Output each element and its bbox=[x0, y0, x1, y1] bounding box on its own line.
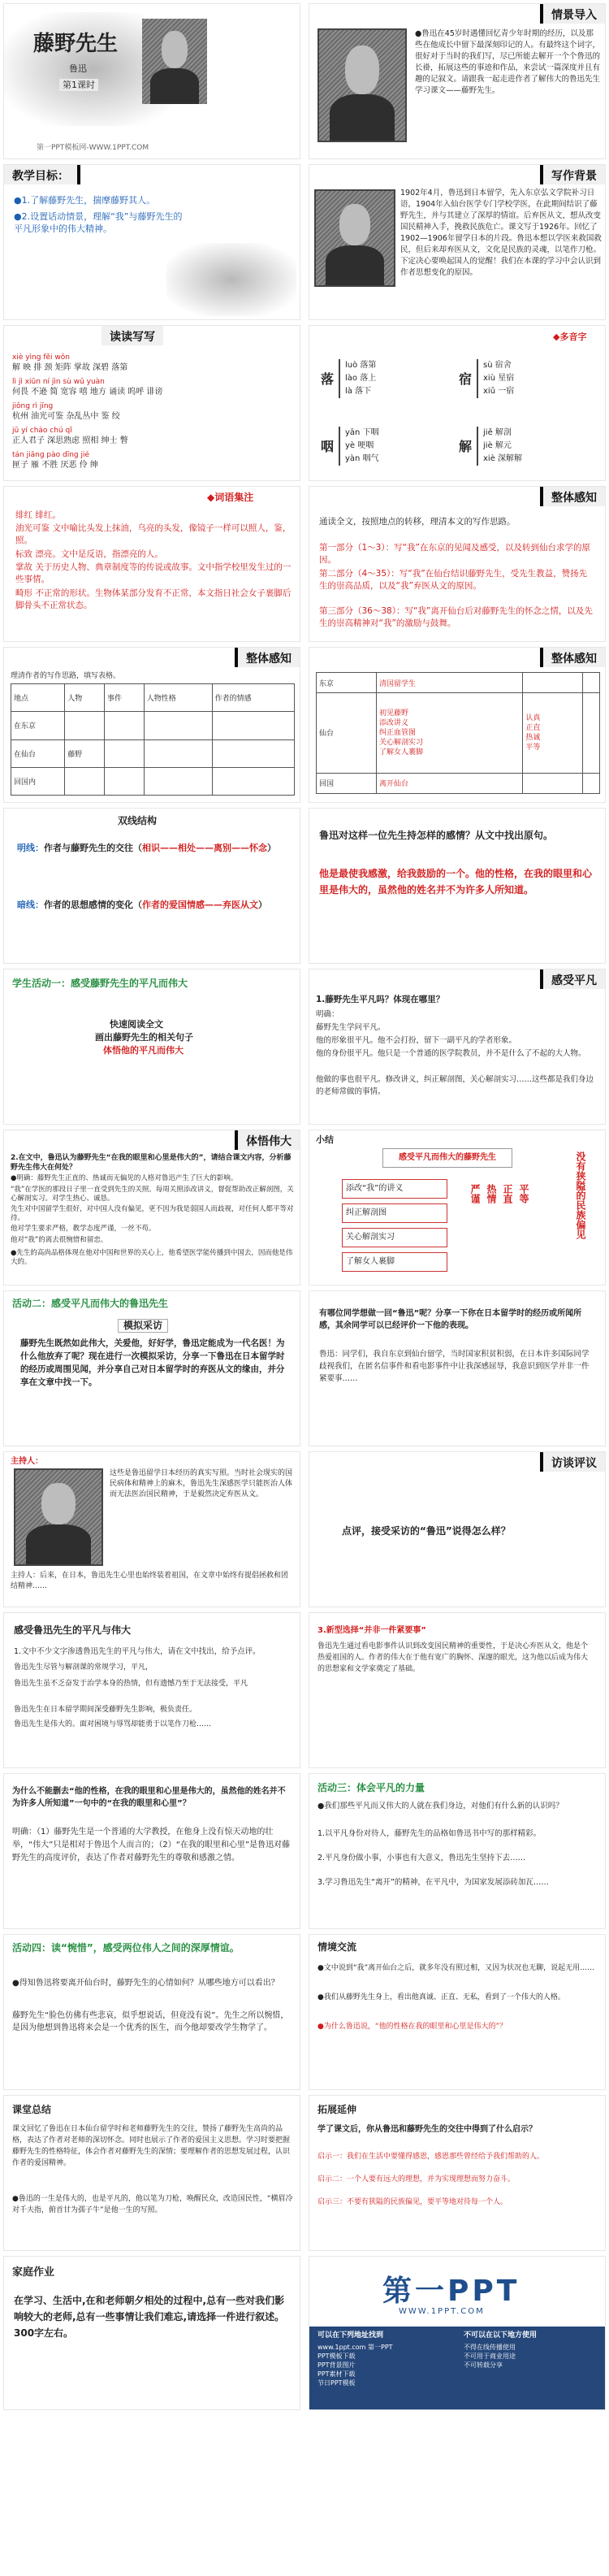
slide-heading: 教学目标： bbox=[4, 165, 80, 184]
slide-double-line bbox=[3, 808, 300, 964]
poly-char: 解 bbox=[459, 439, 473, 454]
restriction: 不可用于商业用途 bbox=[464, 2353, 516, 2360]
overview-part-3: 第三部分（36～38）：写“我”离开仙台后对藤野先生的怀念之情，以及先生的崇高精神对“我”的激励与鼓舞。 bbox=[319, 606, 593, 628]
poly-reading: xiǔ 一宿 bbox=[483, 386, 515, 396]
summary-action: 关心解剖实习 bbox=[342, 1228, 447, 1247]
slide-heading: 整体感知 bbox=[540, 648, 605, 667]
table-cell: 回国内 bbox=[11, 767, 65, 795]
extension-answer: 启示二：一个人要有远大的理想，并为实现理想而努力奋斗。 bbox=[317, 2175, 516, 2184]
author-portrait bbox=[14, 1468, 103, 1566]
footer-link[interactable]: PPT素材下载 bbox=[317, 2370, 356, 2378]
author-text: 鲁迅 bbox=[69, 63, 87, 74]
footer-link[interactable]: 节日PPT模板 bbox=[317, 2379, 356, 2387]
slide-heading: 情景导入 bbox=[540, 4, 605, 24]
words-row-3: 杭州 油光可鉴 杂乱丛中 鉴 绞 bbox=[12, 412, 120, 421]
slide-glossary bbox=[3, 486, 300, 642]
poly-reading: yàn 咽气 bbox=[345, 453, 379, 463]
table-note: 理清作者的写作思路，填写表格。 bbox=[11, 672, 121, 680]
slide-heading: 整体感知 bbox=[540, 487, 605, 506]
greatness-body: 他对“我”的离去很惋惜和留恋。 bbox=[11, 1236, 108, 1244]
exchange-line: ●文中说到“我”离开仙台之后，就多年没有照过相，又因为状况也无聊，说起无用…… bbox=[317, 1964, 595, 1972]
slide-heading: 小结 bbox=[316, 1134, 334, 1145]
slide-heading: ◆词语集注 bbox=[207, 492, 254, 503]
summary-actions bbox=[342, 1179, 447, 1272]
slide-greatness bbox=[3, 1130, 300, 1286]
slide-heading: 课堂总结 bbox=[12, 2104, 52, 2115]
poly-reading: xiè 深解解 bbox=[483, 453, 523, 463]
act4-text: 藤野先生“脸色仿佛有些悲哀，似乎想说话，但竟没有说”。先生之所以惋惜，是因为他想到鲁迅将来会是一个优秀的医生，而今他却要改学生物学了。 bbox=[12, 2011, 289, 2032]
slide-vocab bbox=[3, 325, 300, 481]
ordinary-answer: 明确： bbox=[316, 1010, 339, 1019]
slide-heading: 双线结构 bbox=[118, 815, 158, 826]
act3-answer: 3.学习鲁迅先生“离开”的精神，在平凡中，为国家发展添砖加瓦…… bbox=[317, 1878, 549, 1887]
choice-body: 鲁迅先生通过看电影事件认识到改变国民精神的重要性，于是决心弃医从文，他是个热爱祖国的人。作者的伟大在于他有宽广的胸怀、深邃的眼光，这为他以后成为伟大的思想家和文学家奠定了基础。 bbox=[317, 1642, 589, 1673]
table-cell: 清国留学生 bbox=[376, 673, 522, 693]
summary-action: 了解女人裹脚 bbox=[342, 1252, 447, 1272]
poly-reading: là 落下 bbox=[345, 386, 372, 396]
slide-feel-luxun bbox=[3, 1612, 300, 1768]
clue-label: 暗线： bbox=[17, 900, 44, 910]
clue-desc: 作者的思想感情的变化（ bbox=[44, 900, 142, 910]
host-text: 主持人：后来，在日本，鲁迅先生心里也始终装着祖国，在文章中始终有提倡拯救和团结精神…… bbox=[11, 1572, 289, 1590]
glossary-line: 油光可鉴 文中喻比头发上抹油，乌亮的头发，像镜子一样可以照人，鉴，照。 bbox=[15, 523, 292, 545]
poly-reading: yè 哽咽 bbox=[345, 440, 374, 450]
poly-group bbox=[459, 414, 597, 477]
goal-1: ●1.了解藤野先生，揣摩藤野其人。 bbox=[14, 195, 156, 206]
slide-heading: 活动二：感受平凡而伟大的鲁迅先生 bbox=[12, 1298, 169, 1309]
slide-activity-two bbox=[3, 1290, 300, 1446]
ordinary-question: 1.藤野先生平凡吗？体现在哪里？ bbox=[316, 995, 445, 1004]
interview-question: 有哪位同学想做一回“鲁迅”呢？分享一下你在日本留学时的经历或所闻所感，其余同学可以已经评价一下他的表现。 bbox=[319, 1309, 582, 1330]
activity-sub: 模拟采访 bbox=[118, 1319, 168, 1333]
slide-activity-three bbox=[309, 1773, 606, 1929]
table-cell: 仙台 bbox=[317, 693, 377, 774]
clue-line-2: 暗线：作者的思想感情的变化（作者的爱国情感——弃医从文） bbox=[17, 900, 267, 910]
slide-new-choice bbox=[309, 1612, 606, 1768]
slide-activity-four bbox=[3, 1934, 300, 2090]
footer-link[interactable]: www.1ppt.com 第一PPT bbox=[317, 2344, 393, 2351]
poly-grid bbox=[321, 347, 597, 477]
evaluate-question: 点评，接受采访的“鲁迅”说得怎么样？ bbox=[342, 1525, 511, 1537]
table-header: 人物性格 bbox=[144, 684, 212, 712]
activity-text: 藤野先生既然如此伟大，关爱他，好好学，鲁迅定能成为一代名医！为什么他放弃了呢？现在进行一次模拟采访，分享一下鲁迅在日本留学时的经历或周围见闻，并分享自己对日本留学时的弃医从文的缘由，并分享在文章中找一下。 bbox=[20, 1338, 285, 1387]
summary-trait: 正直 bbox=[502, 1184, 513, 1203]
trait: 平等 bbox=[525, 743, 541, 752]
poly-reading: sù 宿舍 bbox=[483, 360, 512, 370]
poly-group bbox=[321, 414, 459, 477]
clue-label: 明线： bbox=[17, 843, 44, 853]
greatness-question: 2.在文中，鲁迅认为藤野先生“在我的眼里和心里是伟大的”，请结合课文内容，分析藤野先生伟大在何处？ bbox=[11, 1154, 292, 1172]
ordinary-answer: 藤野先生学问平凡。 bbox=[316, 1023, 386, 1032]
slide-emotion bbox=[309, 808, 606, 964]
slide-activity-one bbox=[3, 969, 300, 1125]
table-cell: 东京 bbox=[317, 673, 377, 693]
greatness-answer: ●明确：藤野先生正直的、热诚而无偏见的人格对鲁迅产生了巨大的影响。 bbox=[11, 1174, 238, 1182]
feel-item: 鲁迅先生虽不乏奋发于治学本身的热情，但有遗憾乃至于无法接受，平凡 bbox=[14, 1680, 248, 1688]
slide-ad bbox=[309, 2256, 606, 2410]
ordinary-answer: 他做的事也很平凡。修改讲义，纠正解剖图，关心解剖实习……这些都是我们身边的老师常做的事情。 bbox=[316, 1075, 594, 1096]
clue-desc: 作者与藤野先生的交往（ bbox=[44, 843, 142, 853]
clue-detail: 相识——相处——离别——怀念 bbox=[142, 843, 267, 853]
author-portrait bbox=[142, 19, 207, 104]
slide-goals bbox=[3, 164, 300, 320]
act4-text: ●得知鲁迅将要离开仙台时，藤野先生的心情如何？从哪些地方可以看出？ bbox=[12, 1979, 279, 1988]
poly-char: 咽 bbox=[321, 439, 335, 454]
host-label: 主持人： bbox=[11, 1457, 43, 1466]
ordinary-answer: 他的形象很平凡。他不会打扮，留下一副平凡的学者形象。 bbox=[316, 1036, 517, 1045]
table-cell: 回国 bbox=[317, 773, 377, 793]
summary-action: 添改“我”的讲义 bbox=[342, 1179, 447, 1199]
class-summary-text: ●鲁迅的一生是伟大的，也是平凡的，他以笔为刀枪，唤醒民众，改造国民性，“横眉冷对千夫指，俯首甘为孺子牛”是他一生的写照。 bbox=[12, 2195, 293, 2214]
slide-homework bbox=[3, 2256, 300, 2410]
slide-summary bbox=[309, 1130, 606, 1286]
poly-char: 宿 bbox=[459, 371, 473, 387]
slide-heading: 整体感知 bbox=[235, 648, 300, 667]
poly-char: 落 bbox=[321, 371, 335, 387]
slide-table-blank bbox=[3, 647, 300, 803]
links-heading: 可以在下列地址找到 bbox=[317, 2331, 384, 2340]
extension-answer: 启示三：不要有狭隘的民族偏见，要平等地对待每一个人。 bbox=[317, 2198, 508, 2206]
ink-decoration bbox=[166, 243, 296, 316]
pinyin-row-1: xiè yìng fěi wǒn bbox=[12, 353, 70, 362]
slide-table-filled bbox=[309, 647, 606, 803]
slide-heading: 感受鲁迅先生的平凡与伟大 bbox=[14, 1624, 132, 1636]
brand-url: WWW.1PPT.COM bbox=[399, 2307, 485, 2316]
event: 了解女人裹脚 bbox=[378, 748, 423, 757]
footer-links bbox=[309, 2327, 605, 2410]
structure-table bbox=[11, 683, 295, 796]
glossary-line: 畸形 不正常的形状。生物体某部分发育不正常，本文指日社会女子裹脚后脚骨头不正常状态。 bbox=[15, 588, 292, 610]
slide-heading: 感受平凡 bbox=[540, 969, 605, 989]
class-summary-text: 课文回忆了鲁迅在日本仙台留学时和老师藤野先生的交往，赞扬了藤野先生高尚的品格，表达了作者对老师的深切怀念。同时也展示了作者的爱国主义思想。学习时要把握藤野先生的性格特征，体会作者对藤野先生的深情；要理解作者的思想发展过程，认识作者的爱国精神。 bbox=[12, 2125, 291, 2167]
slide-heading: 读读写写 bbox=[102, 326, 163, 345]
slide-ordinary bbox=[309, 969, 606, 1125]
emotion-question: 鲁迅对这样一位先生持怎样的感情？从文中找出原句。 bbox=[319, 830, 554, 841]
interview-answer: 鲁迅：同学们，我自东京到仙台留学，当时国家积贫积弱，在日本许多国际同学歧视我们，在匿名信事件和看电影事件中让我深感屈辱，我意识到医学并非一件紧要事…… bbox=[319, 1350, 590, 1383]
table-cell: 在仙台 bbox=[11, 739, 65, 767]
greatness-body: ●先生的高尚品格体现在他对中国和世界的关心上，他希望医学能传播到中国去，因而他是伟大的。 bbox=[11, 1249, 293, 1266]
poly-group bbox=[459, 347, 597, 410]
links-heading: 不可以在以下地方使用 bbox=[464, 2331, 538, 2340]
ordinary-answer: 他的身份很平凡。他只是一个普通的医学院教员，并不是什么了不起的大人物。 bbox=[316, 1049, 586, 1058]
slide-title bbox=[3, 3, 300, 159]
slide-evaluate bbox=[309, 1451, 606, 1607]
overview-part-1: 第一部分（1～3）：写“我”在东京的见闻及感受，以及转到仙台求学的原因。 bbox=[319, 543, 590, 565]
slide-heading: 家庭作业 bbox=[12, 2266, 55, 2279]
extension-answer: 启示一：我们在生活中要懂得感恩，感恩那些曾经给予我们帮助的人。 bbox=[317, 2153, 545, 2161]
slide-heading: 情境交流 bbox=[317, 1941, 357, 1953]
activity-step: 画出藤野先生的相关句子 bbox=[95, 1032, 193, 1043]
slide-background bbox=[309, 164, 606, 320]
host-text: 这些是鲁迅留学日本经历的真实写照。当时社会现实的国民病体和精神上的麻木，鲁迅先生深感医学只能医治人体而无法医治国民精神，于是毅然决定弃医从文。 bbox=[110, 1469, 293, 1498]
slide-heading: 体悟伟大 bbox=[235, 1130, 300, 1150]
event: 关心解剖实习 bbox=[378, 738, 423, 747]
glossary-line: 标致 漂亮。文中是反语，指漂亮的人。 bbox=[15, 549, 163, 559]
poly-reading: jiě 解剖 bbox=[483, 427, 512, 437]
words-row-5: 匣子 雁 不胜 厌恶 伶 绅 bbox=[12, 461, 98, 470]
poly-reading: xiù 星宿 bbox=[483, 373, 515, 383]
trait: 正直 bbox=[525, 723, 541, 732]
background-text: 1902年4月，鲁迅到日本留学，先入东京弘文学院补习日语，1904年入仙台医学专门学校学医，在此期间结识了藤野先生，并与其建立了深厚的情谊。后弃医从文，想从改变国民精神入手，挽救民族危亡。课文写于1926年。回忆了1902—1906年留学日本的片段。鲁迅本想以学医来救国救民，但后来却弃医从文，文化是民族的灵魂，以笔作刀枪。下定决心要唤起国人的觉醒！我们在本课的学习中会认识到作者思想变化的原因。 bbox=[400, 189, 602, 277]
overview-part-2: 第二部分（4～35）：写“我”在仙台结识藤野先生，受先生教益，赞扬先生的崇高品质，以及“我”弃医从文的原因。 bbox=[319, 569, 588, 591]
summary-trait: 热情 bbox=[486, 1184, 497, 1203]
glossary-line: 绯红 绯红。 bbox=[15, 510, 61, 520]
table-header: 作者的情感 bbox=[212, 684, 294, 712]
restriction: 不可转载分享 bbox=[464, 2361, 503, 2369]
act3-answer: 2.平凡身份做小事，小事也有大意义，鲁迅先生坚持下去…… bbox=[317, 1854, 526, 1863]
feel-item: 鲁迅先生是伟大的。面对困境与辱骂却能勇于以笔作刀枪…… bbox=[14, 1720, 212, 1728]
greatness-body: 他对学生要求严格，教学态度严谨，一丝不苟。 bbox=[11, 1225, 156, 1233]
greatness-body: 先生对中国留学生很好，对中国人没有偏见，更不因为我是弱国人而歧视，对任何人都平等对待。 bbox=[11, 1205, 294, 1222]
slide-heading: 访谈评议 bbox=[540, 1452, 605, 1472]
overview-intro: 通读全文，按照地点的转移，理清本文的写作思路。 bbox=[319, 517, 516, 527]
table-cell: 离开仙台 bbox=[376, 773, 522, 793]
intro-text: ●鲁迅在45岁时遇懂回忆青少年时期的经历，以及那些在他成长中留下最深刻印记的人。有最终这个词字，很好对于当时的我们写，尽已所能去解开一个个鲁迅的长褂，拓展这些的事迹和作品，来尝试一篇深度并且有趣的记叙文。请跟我一起走进作者了解伟大的鲁迅先生学习课文——藤野先生。 bbox=[415, 29, 601, 95]
photo-thumbnail bbox=[314, 189, 395, 287]
glossary-line: 掌故 关于历史人物、典章制度等的传说或故事。文中指学校里发生过的一些事情。 bbox=[15, 562, 292, 584]
summary-action: 纠正解剖图 bbox=[342, 1203, 447, 1223]
table-cell: 藤野 bbox=[65, 739, 105, 767]
poly-reading: jiè 解元 bbox=[483, 440, 512, 450]
poly-reading: lào 落上 bbox=[345, 373, 377, 383]
table-cell: 在东京 bbox=[11, 712, 65, 739]
footer-link[interactable]: PPT背景图片 bbox=[317, 2361, 356, 2369]
poly-group bbox=[321, 347, 459, 410]
exchange-line: ●为什么鲁迅说，“他的性格在我的眼里和心里是伟大的”？ bbox=[317, 2023, 508, 2031]
pinyin-row-4: jū yí cháo chú qǐ bbox=[12, 427, 72, 435]
clue-line-1: 明线：作者与藤野先生的交往（相识——相处——离别——怀念） bbox=[17, 843, 276, 853]
slide-title-text: 藤野先生 bbox=[33, 32, 119, 56]
act3-answer: 1.以平凡身份对待人，藤野先生的品格如鲁迅书中写的那样精彩。 bbox=[317, 1829, 542, 1838]
event: 添改讲义 bbox=[378, 718, 408, 727]
slide-heading: 写作背景 bbox=[540, 165, 605, 184]
clue-detail: 作者的爱国情感——弃医从文 bbox=[142, 900, 258, 910]
activity-step: 体悟他的平凡而伟大 bbox=[103, 1045, 184, 1056]
slide-interview bbox=[309, 1290, 606, 1446]
table-header: 事件 bbox=[105, 684, 145, 712]
event: 纠正血管图 bbox=[378, 728, 416, 737]
words-row-1: 解 映 排 颈 矩阵 掌故 深碧 落第 bbox=[12, 363, 128, 372]
extension-question: 学了课文后，你从鲁迅和藤野先生的交往中得到了什么启示？ bbox=[317, 2125, 537, 2134]
summary-note: 没有狭隘的民族偏见 bbox=[575, 1151, 586, 1239]
slide-overview bbox=[309, 486, 606, 642]
feel-question: 1.文中不少文字渗透鲁迅先生的平凡与伟大，请在文中找出，给予点评。 bbox=[14, 1647, 261, 1656]
slide-intro bbox=[309, 3, 606, 159]
choice-heading: 3.新型选择“并非一件紧要事” bbox=[317, 1626, 426, 1635]
greatness-body: “我”在学医的那段日子里一直受到先生的关照。每周关照添改讲义，督促帮助改正解剖图，关心解剖实习。对学生热心、诚恳。 bbox=[11, 1186, 294, 1203]
summary-trait: 严谨 bbox=[469, 1184, 481, 1203]
pinyin-row-2: lì jì xiūn ní jìn sù wǔ yuàn bbox=[12, 378, 105, 386]
footer-text: 第一PPT模板网-WWW.1PPT.COM bbox=[37, 144, 149, 152]
poly-heading: ◆多音字 bbox=[553, 332, 587, 342]
brand-logo: 第一PPT bbox=[382, 2275, 520, 2308]
feel-item: 鲁迅先生尽管与解剖课的常规学习，平凡， bbox=[14, 1663, 153, 1672]
homework-text: 在学习、生活中,在和老师朝夕相处的过程中,总有一些对我们影响较大的老师,总有一些事情让我们难忘,请选择一件进行叙述。300字左右。 bbox=[14, 2295, 285, 2339]
slide-extension bbox=[309, 2095, 606, 2251]
structure-table-filled bbox=[316, 672, 600, 794]
slide-heading: 活动三：体会平凡的力量 bbox=[317, 1782, 425, 1793]
restriction: 不得在线传播使用 bbox=[464, 2344, 516, 2351]
footer-link[interactable]: PPT模板下载 bbox=[317, 2353, 356, 2360]
words-row-2: 何畏 不逊 简 宽容 嘻 地方 诵读 呜呼 诽谤 bbox=[12, 388, 163, 397]
slide-host bbox=[3, 1451, 300, 1607]
table-header: 地点 bbox=[11, 684, 65, 712]
act3-question: ●我们那些平凡而又伟大的人就在我们身边，对他们有什么新的认识吗？ bbox=[317, 1802, 564, 1811]
slide-polyphonic bbox=[309, 325, 606, 481]
regret-answer: 明确：（1）藤野先生是一个普通的大学教授，在他身上没有惊天动地的壮举，“伟大”只是相对于鲁迅个人而言的；（2）“在我的眼里和心里”是鲁迅对藤野先生的高度评价，表达了作者对藤野先生的尊敬和感激之情。 bbox=[12, 1828, 291, 1863]
poly-reading: yān 下咽 bbox=[345, 427, 379, 437]
goal-2: ●2.设置话动情景，理解“我”与藤野先生的平凡形象中的伟大精神。 bbox=[14, 211, 183, 234]
slide-class-summary bbox=[3, 2095, 300, 2251]
author-portrait bbox=[317, 28, 407, 142]
slide-heading: 学生活动一：感受藤野先生的平凡而伟大 bbox=[12, 978, 188, 989]
poly-reading: luò 落第 bbox=[345, 360, 377, 370]
lesson-text: 第1课时 bbox=[59, 79, 98, 91]
pinyin-row-5: tán jiāng pào dīng jié bbox=[12, 451, 90, 459]
slide-exchange bbox=[309, 1934, 606, 2090]
trait: 认真 bbox=[525, 713, 541, 722]
pinyin-row-3: jiǒng rì jīng bbox=[12, 402, 54, 410]
slide-regret bbox=[3, 1773, 300, 1929]
event: 初见藤野 bbox=[378, 709, 408, 718]
table-header: 人物 bbox=[65, 684, 105, 712]
words-row-4: 正人君子 深思熟虑 照相 绅士 瞥 bbox=[12, 436, 128, 445]
summary-trait: 平等 bbox=[518, 1184, 529, 1203]
feel-item: 鲁迅先生在日本留学期间深受藤野先生影响，极负责任。 bbox=[14, 1706, 197, 1714]
slide-heading: 拓展延伸 bbox=[317, 2104, 357, 2115]
slide-heading: 活动四：读“惋惜”，感受两位伟人之间的深厚情谊。 bbox=[12, 1942, 240, 1954]
trait: 热诚 bbox=[525, 733, 541, 742]
summary-center: 感受平凡而伟大的藤野先生 bbox=[382, 1148, 512, 1168]
regret-question: 为什么不能删去“他的性格，在我的眼里和心里是伟大的，虽然他的姓名并不为许多人所知道”一句中的“在我的眼里和心里”？ bbox=[12, 1787, 286, 1808]
exchange-line: ●我们从藤野先生身上，看出他真诚、正直、无私，看到了一个伟大的人格。 bbox=[317, 1993, 565, 2001]
activity-step: 快速阅读全文 bbox=[110, 1019, 163, 1030]
emotion-quote: 他是最使我感激，给我鼓励的一个。他的性格，在我的眼里和心里是伟大的，虽然他的姓名并不为许多人所知道。 bbox=[319, 868, 593, 896]
